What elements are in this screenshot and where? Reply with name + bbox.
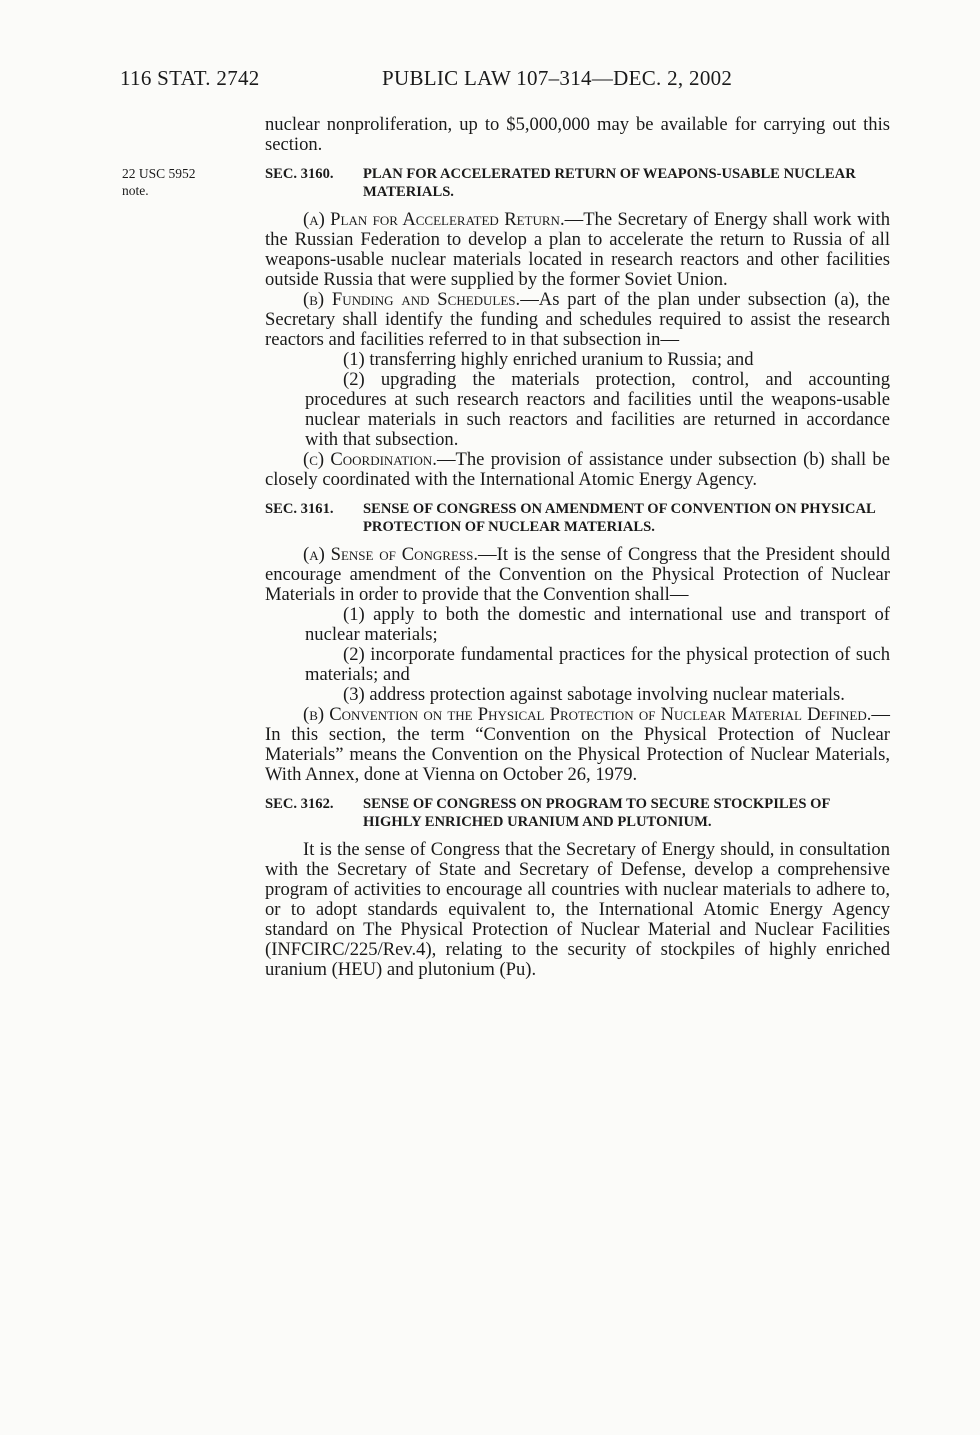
sec-3160-subsection-a xyxy=(265,210,890,290)
sec-3161-b-text: —In this section, the term “Convention on the Physical Protection of Nuclear Materials” means the Convention on the Physical Protection of Nuclear Materials, With Annex, done at Vienna on October 26, 1979. xyxy=(265,704,890,785)
sec-3161-a-item-1: (1) apply to both the domestic and international use and transport of nuclear materials; xyxy=(305,604,890,645)
margin-note-usc: 22 USC 5952 xyxy=(122,166,196,181)
intro-paragraph: nuclear nonproliferation, up to $5,000,000 may be available for carrying out this section. xyxy=(265,114,890,155)
stat-page-number: 116 STAT. 2742 xyxy=(120,66,260,90)
sec-3162-title: SENSE OF CONGRESS ON PROGRAM TO SECURE STOCKPILES OF HIGHLY ENRICHED URANIUM AND PLUTONIUM. xyxy=(363,796,830,830)
sec-3160-heading xyxy=(265,165,890,201)
sec-3162-heading xyxy=(265,795,890,831)
sec-3160-b-items xyxy=(265,350,890,450)
sec-3160-a-heading: (a) Plan for Accelerated Return. xyxy=(303,209,565,230)
sec-3161-title: SENSE OF CONGRESS ON AMENDMENT OF CONVENTION ON PHYSICAL PROTECTION OF NUCLEAR MATERIALS. xyxy=(363,501,875,535)
sec-3161-a-item-3: (3) address protection against sabotage involving nuclear materials. xyxy=(343,684,845,705)
sec-3161-subsection-b xyxy=(265,705,890,785)
sec-3160-b-heading: (b) Funding and Schedules. xyxy=(303,289,521,310)
sec-3160-subsection-c xyxy=(265,450,890,490)
public-law-citation: PUBLIC LAW 107–314—DEC. 2, 2002 xyxy=(382,66,733,90)
sec-3161-a-heading: (a) Sense of Congress. xyxy=(303,544,479,565)
margin-note xyxy=(122,165,196,199)
sec-3160-c-heading: (c) Coordination. xyxy=(303,449,437,470)
sec-3160-b-text: —As part of the plan under subsection (a), the Secretary shall identify the funding and schedules required to assist the research reactors and facilities referred to in that subsection in— xyxy=(265,289,890,350)
sec-3160-subsection-b xyxy=(265,290,890,350)
sec-3161-a-text: —It is the sense of Congress that the President should encourage amendment of the Convention on the Physical Protection of Nuclear Materials in order to provide that the Convention shall— xyxy=(265,544,890,605)
sec-3161-b-heading: (b) Convention on the Physical Protection of Nuclear Material Defined. xyxy=(303,704,872,725)
sec-3161-a-item-2: (2) incorporate fundamental practices for the physical protection of such materials; and xyxy=(305,644,890,685)
sec-3162-text: It is the sense of Congress that the Secretary of Energy should, in consultation with the Secretary of State and Secretary of Defense, develop a comprehensive program of activities to encourage all countries with nuclear materials to adhere to, or to adopt standards equivalent to, the International Atomic Energy Agency standard on The Physical Protection of Nuclear Material and Nuclear Facilities (INFCIRC/225/Rev.4), relating to the security of stockpiles of highly enriched uranium (HEU) and plutonium (Pu). xyxy=(265,839,890,980)
sec-3160-a-text: —The Secretary of Energy shall work with the Russian Federation to develop a plan to accelerate the return to Russia of all weapons-usable nuclear materials located in research reactors and other facilities outside Russia that were supplied by the former Soviet Union. xyxy=(265,209,891,290)
sec-3161-heading xyxy=(265,500,890,536)
document-body xyxy=(265,115,890,980)
sec-3162-number: SEC. 3162. xyxy=(265,796,334,812)
margin-note-label: note. xyxy=(122,183,149,198)
sec-3160-number: SEC. 3160. xyxy=(265,166,334,182)
sec-3161-a-items xyxy=(265,605,890,705)
sec-3160-b-item-2: (2) upgrading the materials protection, control, and accounting procedures at such research reactors and facilities until the weapons-usable nuclear materials in such reactors and facilities are returned in accordance with that subsection. xyxy=(305,369,890,450)
sec-3161-subsection-a xyxy=(265,545,890,605)
sec-3161-number: SEC. 3161. xyxy=(265,501,334,517)
sec-3160-c-text: —The provision of assistance under subsection (b) shall be closely coordinated with the International Atomic Energy Agency. xyxy=(265,449,890,490)
sec-3160-title: PLAN FOR ACCELERATED RETURN OF WEAPONS-USABLE NUCLEAR MATERIALS. xyxy=(363,166,856,200)
sec-3160-b-item-1: (1) transferring highly enriched uranium to Russia; and xyxy=(343,349,754,370)
